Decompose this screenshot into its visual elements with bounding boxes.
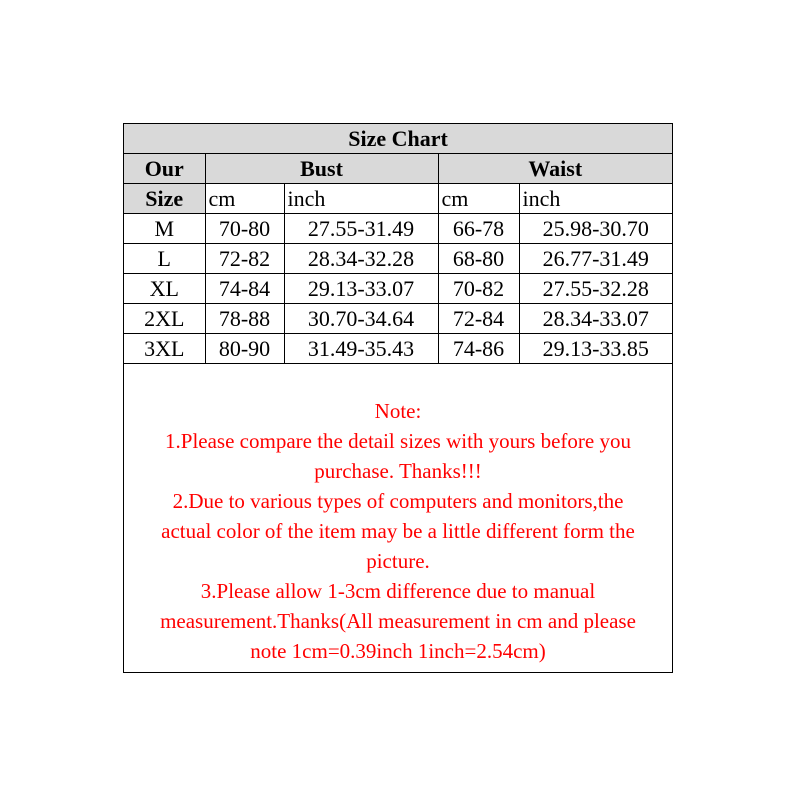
header-bust-inch: inch xyxy=(284,184,438,214)
bust-inch-cell: 29.13-33.07 xyxy=(284,274,438,304)
bust-cm-cell: 74-84 xyxy=(205,274,284,304)
waist-cm-cell: 66-78 xyxy=(438,214,519,244)
waist-inch-cell: 27.55-32.28 xyxy=(519,274,672,304)
header-our: Our xyxy=(124,154,205,184)
note-line: picture. xyxy=(366,549,430,573)
waist-cm-cell: 68-80 xyxy=(438,244,519,274)
size-chart xyxy=(123,123,673,673)
bust-cm-cell: 72-82 xyxy=(205,244,284,274)
note-line: measurement.Thanks(All measurement in cm and please xyxy=(160,609,636,633)
header-bust: Bust xyxy=(205,154,438,184)
header-waist-inch: inch xyxy=(519,184,672,214)
waist-inch-cell: 25.98-30.70 xyxy=(519,214,672,244)
bust-cm-cell: 78-88 xyxy=(205,304,284,334)
chart-title: Size Chart xyxy=(124,124,672,154)
table-row xyxy=(124,334,672,364)
bust-inch-cell: 31.49-35.43 xyxy=(284,334,438,364)
header-row-1 xyxy=(124,154,672,184)
note-line: actual color of the item may be a little different form the xyxy=(161,519,635,543)
title-row xyxy=(124,124,672,154)
waist-inch-cell: 29.13-33.85 xyxy=(519,334,672,364)
note-block xyxy=(124,396,672,666)
table-row xyxy=(124,214,672,244)
size-cell: 2XL xyxy=(124,304,205,334)
bust-inch-cell: 30.70-34.64 xyxy=(284,304,438,334)
header-waist: Waist xyxy=(438,154,672,184)
table-row xyxy=(124,244,672,274)
header-size: Size xyxy=(124,184,205,214)
size-cell: M xyxy=(124,214,205,244)
size-cell: 3XL xyxy=(124,334,205,364)
note-line: 2.Due to various types of computers and monitors,the xyxy=(172,489,624,513)
waist-cm-cell: 72-84 xyxy=(438,304,519,334)
size-cell: L xyxy=(124,244,205,274)
bust-inch-cell: 28.34-32.28 xyxy=(284,244,438,274)
size-cell: XL xyxy=(124,274,205,304)
note-line: purchase. Thanks!!! xyxy=(314,459,482,483)
waist-inch-cell: 28.34-33.07 xyxy=(519,304,672,334)
note-line: 3.Please allow 1-3cm difference due to manual xyxy=(200,579,596,603)
waist-cm-cell: 70-82 xyxy=(438,274,519,304)
bust-cm-cell: 80-90 xyxy=(205,334,284,364)
header-waist-cm: cm xyxy=(438,184,519,214)
bust-cm-cell: 70-80 xyxy=(205,214,284,244)
header-row-2 xyxy=(124,184,672,214)
note-line: 1.Please compare the detail sizes with yours before you xyxy=(165,429,631,453)
table-row xyxy=(124,274,672,304)
waist-cm-cell: 74-86 xyxy=(438,334,519,364)
note-heading: Note: xyxy=(374,399,422,423)
table-row xyxy=(124,304,672,334)
bust-inch-cell: 27.55-31.49 xyxy=(284,214,438,244)
size-table xyxy=(124,124,672,364)
waist-inch-cell: 26.77-31.49 xyxy=(519,244,672,274)
note-line: note 1cm=0.39inch 1inch=2.54cm) xyxy=(250,639,546,663)
header-bust-cm: cm xyxy=(205,184,284,214)
